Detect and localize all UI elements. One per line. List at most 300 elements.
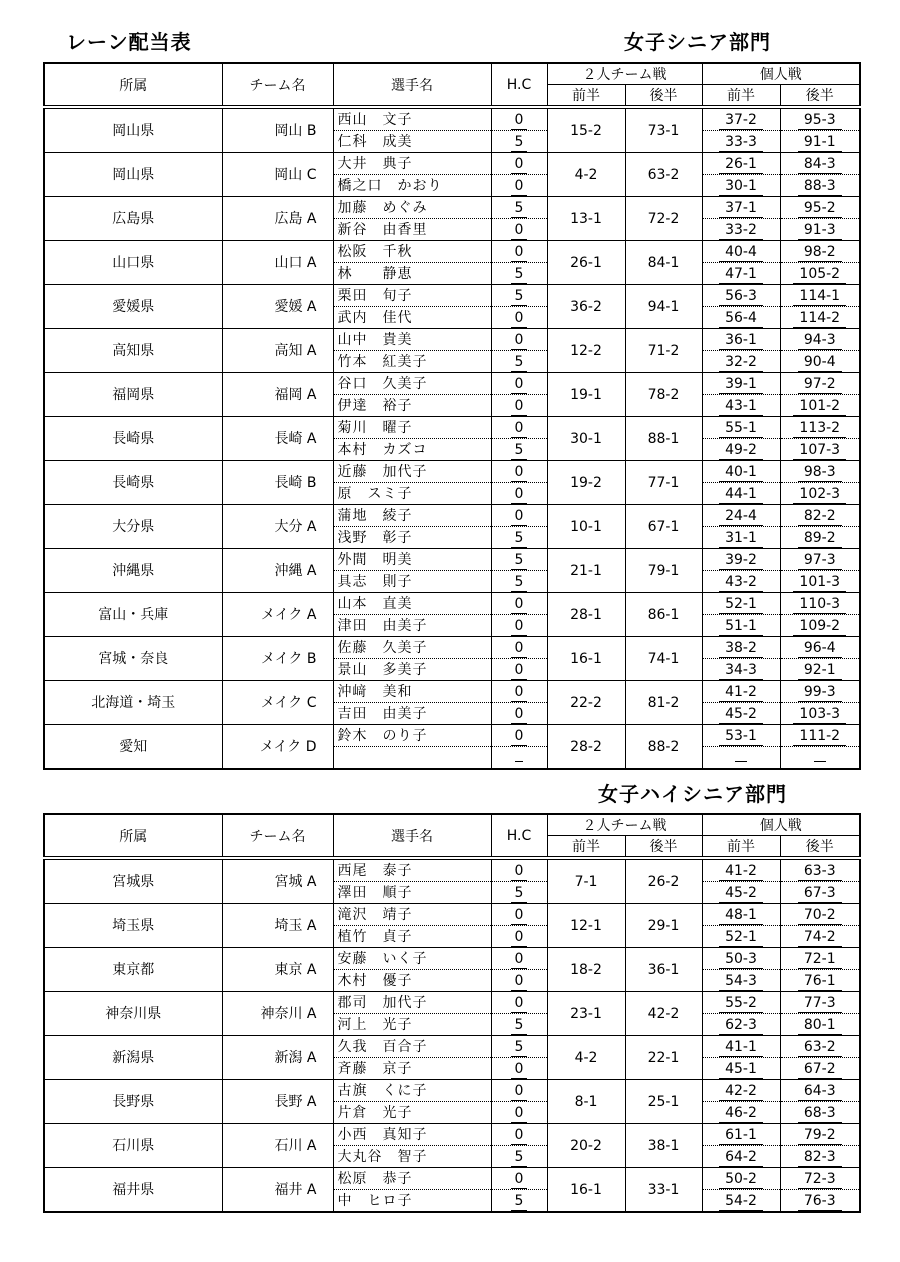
individual-second-half-cell xyxy=(780,1058,860,1080)
handicap-cell xyxy=(491,1190,547,1213)
individual-first-half-cell-value: 46-2 xyxy=(719,1104,763,1123)
individual-first-half-cell xyxy=(702,615,780,637)
affiliation-cell: 岡山県 xyxy=(44,153,222,197)
individual-second-half-cell xyxy=(780,285,860,307)
individual-second-half-cell xyxy=(780,373,860,395)
individual-first-half-cell-value: 39-2 xyxy=(719,551,763,570)
affiliation-cell: 東京都 xyxy=(44,948,222,992)
handicap-cell xyxy=(491,307,547,329)
header-hc: H.C xyxy=(491,814,547,858)
handicap-cell xyxy=(491,153,547,175)
individual-first-half-cell xyxy=(702,926,780,948)
handicap-cell-value: 0 xyxy=(511,683,528,702)
pair-second-half-cell: 38-1 xyxy=(625,1124,702,1168)
handicap-cell xyxy=(491,329,547,351)
handicap-cell-value: 0 xyxy=(511,639,528,658)
individual-second-half-cell-value: 68-3 xyxy=(798,1104,842,1123)
pair-first-half-cell: 20-2 xyxy=(547,1124,625,1168)
player-name-cell: 郡司 加代子 xyxy=(333,992,491,1014)
pair-first-half-cell: 16-1 xyxy=(547,637,625,681)
handicap-cell-value: 5 xyxy=(511,573,528,592)
header-hc: H.C xyxy=(491,63,547,107)
pair-second-half-cell: 26-2 xyxy=(625,858,702,904)
individual-first-half-cell-value: 61-1 xyxy=(719,1126,763,1145)
individual-first-half-cell xyxy=(702,351,780,373)
individual-first-half-cell-value: 36-1 xyxy=(719,331,763,350)
player-row xyxy=(44,1036,860,1058)
handicap-cell-value: 0 xyxy=(511,950,528,969)
individual-second-half-cell-value: 113-2 xyxy=(793,419,846,438)
individual-second-half-cell-value: 109-2 xyxy=(793,617,846,636)
individual-first-half-cell-value xyxy=(735,761,747,762)
player-row xyxy=(44,285,860,307)
player-row xyxy=(44,417,860,439)
header-team: チーム名 xyxy=(222,814,333,858)
player-name-cell: 浅野 彰子 xyxy=(333,527,491,549)
player-name-cell: 木村 優子 xyxy=(333,970,491,992)
header-team: チーム名 xyxy=(222,63,333,107)
affiliation-cell: 長崎県 xyxy=(44,461,222,505)
handicap-cell-value: 0 xyxy=(511,309,528,328)
affiliation-cell: 広島県 xyxy=(44,197,222,241)
individual-second-half-cell-value: 98-3 xyxy=(798,463,842,482)
individual-second-half-cell xyxy=(780,992,860,1014)
player-row xyxy=(44,329,860,351)
individual-second-half-cell-value: 96-4 xyxy=(798,639,842,658)
individual-first-half-cell-value: 33-3 xyxy=(719,133,763,152)
individual-second-half-cell xyxy=(780,329,860,351)
player-row xyxy=(44,549,860,571)
handicap-cell xyxy=(491,1124,547,1146)
pair-first-half-cell: 19-1 xyxy=(547,373,625,417)
handicap-cell-value: 0 xyxy=(511,661,528,680)
handicap-cell xyxy=(491,285,547,307)
pair-second-half-cell: 33-1 xyxy=(625,1168,702,1213)
individual-second-half-cell xyxy=(780,241,860,263)
individual-first-half-cell xyxy=(702,549,780,571)
player-name-cell: 古旗 くに子 xyxy=(333,1080,491,1102)
player-row xyxy=(44,858,860,882)
handicap-cell-value: 0 xyxy=(511,928,528,947)
header-ind-first-half: 前半 xyxy=(702,836,780,859)
individual-second-half-cell xyxy=(780,307,860,329)
individual-second-half-cell xyxy=(780,858,860,882)
handicap-cell-value: 5 xyxy=(511,1038,528,1057)
individual-second-half-cell-value: 114-2 xyxy=(793,309,846,328)
handicap-cell-value: 0 xyxy=(511,1060,528,1079)
individual-first-half-cell-value: 53-1 xyxy=(719,727,763,746)
individual-first-half-cell-value: 56-4 xyxy=(719,309,763,328)
handicap-cell-value: 5 xyxy=(511,884,528,903)
player-row xyxy=(44,992,860,1014)
individual-second-half-cell xyxy=(780,1168,860,1190)
pair-first-half-cell: 12-1 xyxy=(547,904,625,948)
individual-second-half-cell-value: 72-1 xyxy=(798,950,842,969)
affiliation-cell: 福井県 xyxy=(44,1168,222,1213)
individual-first-half-cell xyxy=(702,1124,780,1146)
header-ind-second-half: 後半 xyxy=(780,836,860,859)
individual-second-half-cell-value: 91-3 xyxy=(798,221,842,240)
individual-first-half-cell-value: 39-1 xyxy=(719,375,763,394)
pair-second-half-cell: 22-1 xyxy=(625,1036,702,1080)
individual-first-half-cell xyxy=(702,527,780,549)
pair-first-half-cell: 16-1 xyxy=(547,1168,625,1213)
team-name-cell: 宮城 A xyxy=(222,858,333,904)
player-name-cell: 澤田 順子 xyxy=(333,882,491,904)
player-name-cell: 仁科 成美 xyxy=(333,131,491,153)
individual-first-half-cell-value: 41-1 xyxy=(719,1038,763,1057)
individual-first-half-cell-value: 34-3 xyxy=(719,661,763,680)
handicap-cell-value: 0 xyxy=(511,1126,528,1145)
individual-second-half-cell xyxy=(780,904,860,926)
handicap-cell xyxy=(491,926,547,948)
lane-table-high-senior xyxy=(43,813,861,1213)
individual-first-half-cell-value: 26-1 xyxy=(719,155,763,174)
affiliation-cell: 埼玉県 xyxy=(44,904,222,948)
affiliation-cell: 福岡県 xyxy=(44,373,222,417)
individual-second-half-cell-value: 99-3 xyxy=(798,683,842,702)
individual-first-half-cell xyxy=(702,703,780,725)
player-name-cell: 沖﨑 美和 xyxy=(333,681,491,703)
handicap-cell-value: 0 xyxy=(511,331,528,350)
individual-first-half-cell-value: 51-1 xyxy=(719,617,763,636)
handicap-cell xyxy=(491,175,547,197)
affiliation-cell: 長野県 xyxy=(44,1080,222,1124)
player-name-cell: 景山 多美子 xyxy=(333,659,491,681)
individual-second-half-cell xyxy=(780,483,860,505)
pair-first-half-cell: 18-2 xyxy=(547,948,625,992)
player-name-cell: 橋之口 かおり xyxy=(333,175,491,197)
pair-second-half-cell: 73-1 xyxy=(625,107,702,153)
individual-second-half-cell xyxy=(780,703,860,725)
header-ind-second-half: 後半 xyxy=(780,85,860,108)
pair-first-half-cell: 15-2 xyxy=(547,107,625,153)
handicap-cell-value: 0 xyxy=(511,375,528,394)
individual-second-half-cell-value: 92-1 xyxy=(798,661,842,680)
team-name-cell: 大分 A xyxy=(222,505,333,549)
individual-first-half-cell-value: 41-2 xyxy=(719,683,763,702)
individual-second-half-cell-value xyxy=(814,761,826,762)
player-name-cell: 植竹 貞子 xyxy=(333,926,491,948)
player-name-cell: 中 ヒロ子 xyxy=(333,1190,491,1213)
handicap-cell xyxy=(491,1058,547,1080)
individual-first-half-cell xyxy=(702,307,780,329)
individual-second-half-cell-value: 98-2 xyxy=(798,243,842,262)
handicap-cell-value: 0 xyxy=(511,617,528,636)
individual-second-half-cell xyxy=(780,153,860,175)
individual-first-half-cell-value: 64-2 xyxy=(719,1148,763,1167)
team-name-cell: 沖縄 A xyxy=(222,549,333,593)
individual-second-half-cell-value: 97-3 xyxy=(798,551,842,570)
individual-first-half-cell xyxy=(702,681,780,703)
handicap-cell xyxy=(491,882,547,904)
individual-first-half-cell xyxy=(702,1146,780,1168)
handicap-cell xyxy=(491,992,547,1014)
team-name-cell: 福岡 A xyxy=(222,373,333,417)
pair-second-half-cell: 84-1 xyxy=(625,241,702,285)
individual-first-half-cell-value: 40-1 xyxy=(719,463,763,482)
team-name-cell: 福井 A xyxy=(222,1168,333,1213)
player-name-cell: 原 スミ子 xyxy=(333,483,491,505)
player-name-cell: 津田 由美子 xyxy=(333,615,491,637)
individual-second-half-cell xyxy=(780,505,860,527)
handicap-cell-value: 0 xyxy=(511,111,528,130)
individual-first-half-cell xyxy=(702,329,780,351)
handicap-cell xyxy=(491,131,547,153)
pair-second-half-cell: 36-1 xyxy=(625,948,702,992)
individual-second-half-cell xyxy=(780,175,860,197)
affiliation-cell: 大分県 xyxy=(44,505,222,549)
individual-second-half-cell xyxy=(780,681,860,703)
pair-second-half-cell: 74-1 xyxy=(625,637,702,681)
handicap-cell xyxy=(491,527,547,549)
individual-first-half-cell-value: 37-1 xyxy=(719,199,763,218)
individual-first-half-cell xyxy=(702,417,780,439)
handicap-cell xyxy=(491,571,547,593)
individual-second-half-cell-value: 88-3 xyxy=(798,177,842,196)
handicap-cell-value: 0 xyxy=(511,177,528,196)
header-affiliation: 所属 xyxy=(44,814,222,858)
player-row xyxy=(44,197,860,219)
individual-first-half-cell-value: 45-1 xyxy=(719,1060,763,1079)
team-name-cell: メイク C xyxy=(222,681,333,725)
individual-second-half-cell xyxy=(780,637,860,659)
individual-first-half-cell xyxy=(702,948,780,970)
player-row xyxy=(44,1080,860,1102)
section-title-senior: 女子シニア部門 xyxy=(624,30,771,54)
individual-first-half-cell xyxy=(702,107,780,131)
player-name-cell: 斉藤 京子 xyxy=(333,1058,491,1080)
team-name-cell: 高知 A xyxy=(222,329,333,373)
player-name-cell: 近藤 加代子 xyxy=(333,461,491,483)
individual-first-half-cell-value: 37-2 xyxy=(719,111,763,130)
player-name-cell: 松原 恭子 xyxy=(333,1168,491,1190)
team-name-cell: 愛媛 A xyxy=(222,285,333,329)
individual-second-half-cell xyxy=(780,747,860,770)
individual-first-half-cell-value: 50-3 xyxy=(719,950,763,969)
handicap-cell xyxy=(491,703,547,725)
header-two-person: ２人チーム戦 xyxy=(547,814,702,836)
handicap-cell xyxy=(491,241,547,263)
pair-second-half-cell: 71-2 xyxy=(625,329,702,373)
individual-first-half-cell xyxy=(702,659,780,681)
handicap-cell-value: 5 xyxy=(511,1148,528,1167)
player-row xyxy=(44,241,860,263)
affiliation-cell: 長崎県 xyxy=(44,417,222,461)
player-name-cell: 加藤 めぐみ xyxy=(333,197,491,219)
player-name-cell: 小西 真知子 xyxy=(333,1124,491,1146)
individual-second-half-cell xyxy=(780,882,860,904)
individual-second-half-cell xyxy=(780,197,860,219)
pair-first-half-cell: 19-2 xyxy=(547,461,625,505)
individual-second-half-cell-value: 95-2 xyxy=(798,199,842,218)
affiliation-cell: 神奈川県 xyxy=(44,992,222,1036)
individual-first-half-cell-value: 55-1 xyxy=(719,419,763,438)
player-name-cell: 久我 百合子 xyxy=(333,1036,491,1058)
individual-first-half-cell-value: 30-1 xyxy=(719,177,763,196)
header-pair-first-half: 前半 xyxy=(547,85,625,108)
player-name-cell: 西尾 泰子 xyxy=(333,858,491,882)
affiliation-cell: 石川県 xyxy=(44,1124,222,1168)
individual-second-half-cell-value: 105-2 xyxy=(793,265,846,284)
section-title-high-senior: 女子ハイシニア部門 xyxy=(598,782,787,806)
individual-first-half-cell-value: 54-3 xyxy=(719,972,763,991)
individual-first-half-cell xyxy=(702,1014,780,1036)
affiliation-cell: 宮城・奈良 xyxy=(44,637,222,681)
individual-first-half-cell xyxy=(702,461,780,483)
pair-first-half-cell: 26-1 xyxy=(547,241,625,285)
affiliation-cell: 沖縄県 xyxy=(44,549,222,593)
individual-second-half-cell-value: 103-3 xyxy=(793,705,846,724)
affiliation-cell: 愛知 xyxy=(44,725,222,770)
handicap-cell xyxy=(491,461,547,483)
handicap-cell xyxy=(491,1102,547,1124)
pair-second-half-cell: 79-1 xyxy=(625,549,702,593)
affiliation-cell: 新潟県 xyxy=(44,1036,222,1080)
individual-first-half-cell xyxy=(702,593,780,615)
team-name-cell: 埼玉 A xyxy=(222,904,333,948)
team-name-cell: 長野 A xyxy=(222,1080,333,1124)
individual-first-half-cell-value: 52-1 xyxy=(719,595,763,614)
team-name-cell: 長崎 B xyxy=(222,461,333,505)
individual-second-half-cell-value: 94-3 xyxy=(798,331,842,350)
affiliation-cell: 高知県 xyxy=(44,329,222,373)
player-name-cell: 佐藤 久美子 xyxy=(333,637,491,659)
pair-first-half-cell: 8-1 xyxy=(547,1080,625,1124)
individual-first-half-cell-value: 24-4 xyxy=(719,507,763,526)
individual-second-half-cell xyxy=(780,1036,860,1058)
player-row xyxy=(44,153,860,175)
individual-second-half-cell-value: 84-3 xyxy=(798,155,842,174)
individual-first-half-cell xyxy=(702,1190,780,1213)
individual-first-half-cell-value: 47-1 xyxy=(719,265,763,284)
pair-second-half-cell: 77-1 xyxy=(625,461,702,505)
handicap-cell xyxy=(491,395,547,417)
handicap-cell xyxy=(491,1080,547,1102)
individual-first-half-cell xyxy=(702,1058,780,1080)
pair-first-half-cell: 23-1 xyxy=(547,992,625,1036)
individual-second-half-cell xyxy=(780,351,860,373)
individual-second-half-cell-value: 111-2 xyxy=(793,727,846,746)
player-row xyxy=(44,593,860,615)
player-name-cell xyxy=(333,747,491,770)
individual-second-half-cell xyxy=(780,571,860,593)
pair-first-half-cell: 30-1 xyxy=(547,417,625,461)
individual-first-half-cell-value: 49-2 xyxy=(719,441,763,460)
individual-second-half-cell-value: 77-3 xyxy=(798,994,842,1013)
individual-second-half-cell xyxy=(780,439,860,461)
individual-first-half-cell-value: 31-1 xyxy=(719,529,763,548)
player-name-cell: 谷口 久美子 xyxy=(333,373,491,395)
handicap-cell-value: 5 xyxy=(511,1192,528,1211)
individual-second-half-cell-value: 63-2 xyxy=(798,1038,842,1057)
individual-second-half-cell xyxy=(780,615,860,637)
individual-first-half-cell-value: 32-2 xyxy=(719,353,763,372)
individual-second-half-cell xyxy=(780,926,860,948)
individual-first-half-cell-value: 62-3 xyxy=(719,1016,763,1035)
individual-second-half-cell-value: 64-3 xyxy=(798,1082,842,1101)
individual-second-half-cell xyxy=(780,1146,860,1168)
affiliation-cell: 富山・兵庫 xyxy=(44,593,222,637)
individual-second-half-cell xyxy=(780,461,860,483)
handicap-cell xyxy=(491,593,547,615)
player-name-cell: 外間 明美 xyxy=(333,549,491,571)
header-pair-second-half: 後半 xyxy=(625,836,702,859)
player-name-cell: 山中 貴美 xyxy=(333,329,491,351)
handicap-cell-value: 0 xyxy=(511,705,528,724)
individual-first-half-cell-value: 54-2 xyxy=(719,1192,763,1211)
player-name-cell: 安藤 いく子 xyxy=(333,948,491,970)
individual-second-half-cell-value: 76-1 xyxy=(798,972,842,991)
individual-second-half-cell xyxy=(780,1190,860,1213)
handicap-cell-value: 5 xyxy=(511,287,528,306)
handicap-cell xyxy=(491,197,547,219)
handicap-cell-value: 5 xyxy=(511,353,528,372)
individual-second-half-cell-value: 67-3 xyxy=(798,884,842,903)
handicap-cell-value: 5 xyxy=(511,265,528,284)
pair-first-half-cell: 13-1 xyxy=(547,197,625,241)
individual-second-half-cell-value: 110-3 xyxy=(793,595,846,614)
pair-second-half-cell: 78-2 xyxy=(625,373,702,417)
individual-second-half-cell-value: 97-2 xyxy=(798,375,842,394)
affiliation-cell: 山口県 xyxy=(44,241,222,285)
pair-first-half-cell: 10-1 xyxy=(547,505,625,549)
header-affiliation: 所属 xyxy=(44,63,222,107)
individual-first-half-cell xyxy=(702,882,780,904)
individual-first-half-cell-value: 42-2 xyxy=(719,1082,763,1101)
player-name-cell: 大丸谷 智子 xyxy=(333,1146,491,1168)
individual-second-half-cell-value: 76-3 xyxy=(798,1192,842,1211)
player-row xyxy=(44,505,860,527)
handicap-cell xyxy=(491,549,547,571)
individual-second-half-cell-value: 114-1 xyxy=(793,287,846,306)
affiliation-cell: 愛媛県 xyxy=(44,285,222,329)
player-row xyxy=(44,904,860,926)
handicap-cell xyxy=(491,904,547,926)
individual-first-half-cell xyxy=(702,131,780,153)
individual-second-half-cell-value: 80-1 xyxy=(798,1016,842,1035)
pair-second-half-cell: 94-1 xyxy=(625,285,702,329)
individual-first-half-cell xyxy=(702,197,780,219)
individual-first-half-cell-value: 50-2 xyxy=(719,1170,763,1189)
individual-second-half-cell xyxy=(780,970,860,992)
individual-first-half-cell xyxy=(702,747,780,770)
handicap-cell-value: 0 xyxy=(511,1170,528,1189)
individual-first-half-cell xyxy=(702,1036,780,1058)
handicap-cell xyxy=(491,373,547,395)
team-name-cell: メイク D xyxy=(222,725,333,770)
individual-first-half-cell xyxy=(702,505,780,527)
player-name-cell: 林 静恵 xyxy=(333,263,491,285)
player-name-cell: 滝沢 靖子 xyxy=(333,904,491,926)
player-row xyxy=(44,725,860,747)
player-row xyxy=(44,461,860,483)
individual-first-half-cell xyxy=(702,395,780,417)
handicap-cell xyxy=(491,417,547,439)
handicap-cell xyxy=(491,505,547,527)
team-name-cell: 広島 A xyxy=(222,197,333,241)
individual-first-half-cell-value: 38-2 xyxy=(719,639,763,658)
individual-first-half-cell-value: 45-2 xyxy=(719,884,763,903)
team-name-cell: 石川 A xyxy=(222,1124,333,1168)
individual-second-half-cell-value: 79-2 xyxy=(798,1126,842,1145)
individual-second-half-cell xyxy=(780,1080,860,1102)
team-name-cell: メイク B xyxy=(222,637,333,681)
individual-second-half-cell xyxy=(780,131,860,153)
handicap-cell-value: 0 xyxy=(511,1104,528,1123)
handicap-cell xyxy=(491,107,547,131)
player-name-cell: 菊川 曜子 xyxy=(333,417,491,439)
